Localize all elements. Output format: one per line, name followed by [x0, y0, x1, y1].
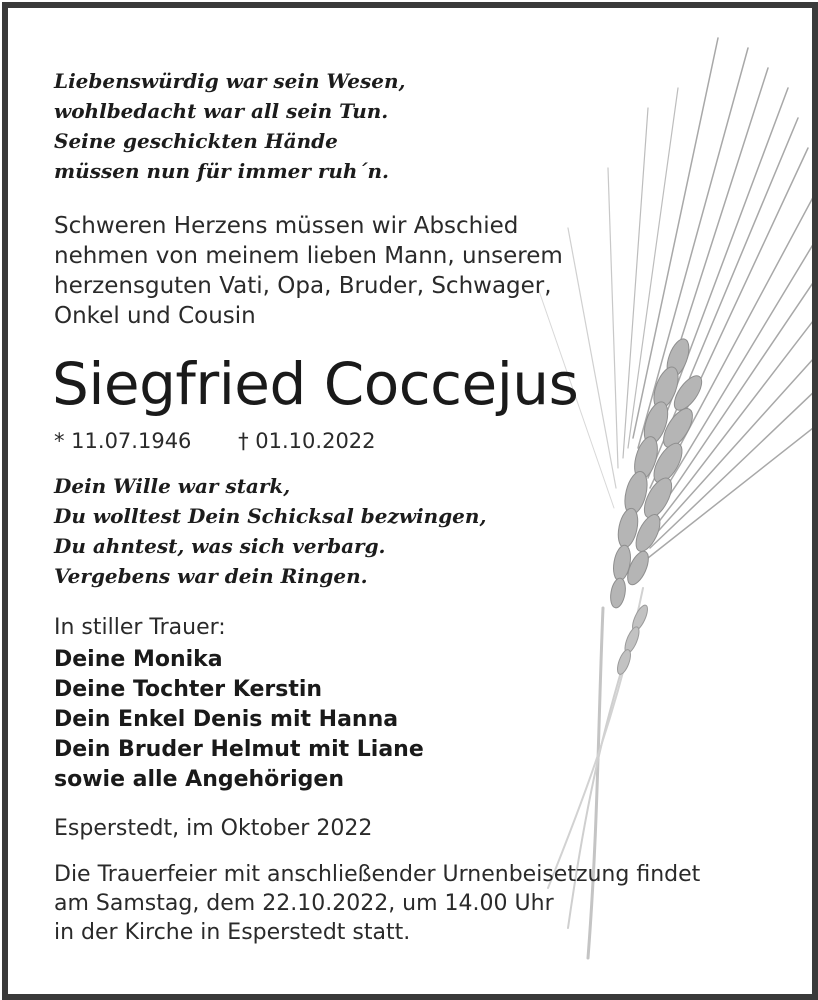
intro-text — [54, 211, 563, 331]
closing-poem — [54, 471, 486, 591]
ceremony-line: in der Kirche in Esperstedt statt. — [54, 920, 411, 945]
birth-date: * 11.07.1946 — [54, 429, 192, 453]
intro-line: Onkel und Cousin — [54, 303, 256, 329]
poem-line: Vergebens war dein Ringen. — [54, 564, 368, 588]
intro-line: herzensguten Vati, Opa, Bruder, Schwager, — [54, 273, 552, 299]
intro-line: Schweren Herzens müssen wir Abschied — [54, 213, 519, 239]
ceremony-info — [54, 860, 700, 947]
poem-line: wohlbedacht war all sein Tun. — [54, 99, 389, 123]
poem-line: Du ahntest, was sich verbarg. — [54, 534, 386, 558]
mourner: Dein Enkel Denis mit Hanna — [54, 707, 399, 732]
mourning-label: In stiller Trauer: — [54, 615, 226, 640]
mourner: Deine Monika — [54, 647, 223, 672]
poem-line: Dein Wille war stark, — [54, 474, 291, 498]
obituary-frame — [2, 2, 818, 1000]
deceased-name: Siegfried Coccejus — [52, 350, 579, 418]
life-dates — [54, 426, 376, 456]
mourner: Dein Bruder Helmut mit Liane — [54, 737, 424, 762]
poem-line: Du wolltest Dein Schicksal bezwingen, — [54, 504, 487, 528]
ceremony-line: am Samstag, dem 22.10.2022, um 14.00 Uhr — [54, 891, 554, 916]
intro-line: nehmen von meinem lieben Mann, unserem — [54, 243, 563, 269]
ceremony-line: Die Trauerfeier mit anschließender Urnenbeisetzung findet — [54, 862, 701, 887]
wheat-ear-illustration — [528, 28, 818, 988]
mourner: Deine Tochter Kerstin — [54, 677, 323, 702]
poem-line: müssen nun für immer ruh´n. — [54, 159, 389, 183]
poem-line: Liebenswürdig war sein Wesen, — [54, 69, 406, 93]
place-date: Esperstedt, im Oktober 2022 — [54, 816, 373, 841]
mourners-list — [54, 645, 424, 795]
poem-line: Seine geschickten Hände — [54, 129, 338, 153]
mourner: sowie alle Angehörigen — [54, 767, 345, 792]
opening-poem — [54, 66, 406, 186]
death-date: † 01.10.2022 — [238, 429, 376, 453]
